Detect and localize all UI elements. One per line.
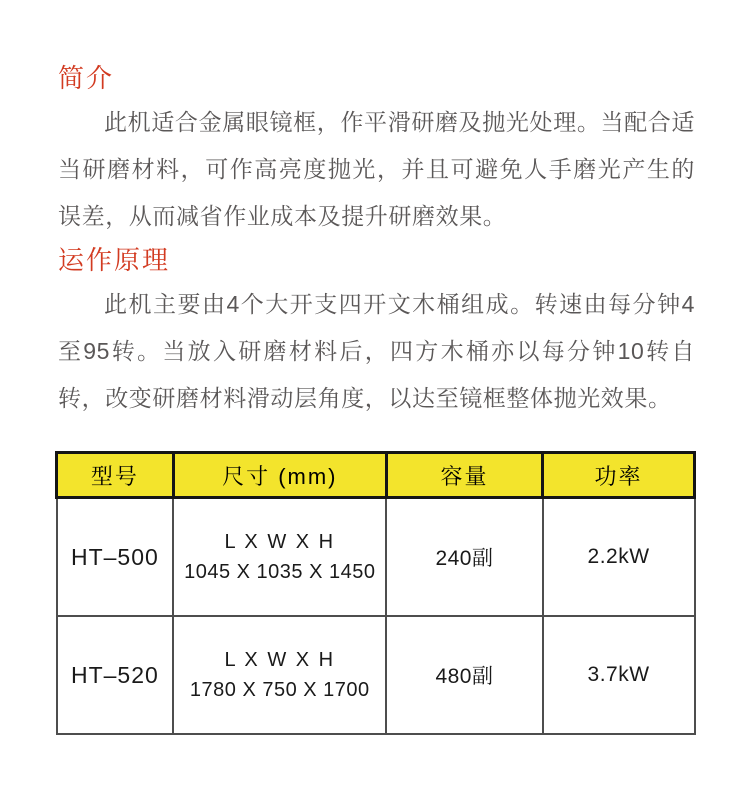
header-dimensions: 尺寸 (mm)	[173, 453, 386, 498]
principle-paragraph: 此机主要由4个大开支四开文木桶组成。转速由每分钟4至95转。当放入研磨材料后，四方木桶亦以每分钟10转自转，改变研磨材料滑动层角度，以达至镜框整体抛光效果。	[58, 291, 695, 411]
capacity-cell: 480副	[386, 616, 542, 734]
table-row	[57, 616, 695, 734]
spec-table-header-row	[57, 453, 695, 498]
dimension-label: L X W X H	[224, 531, 336, 553]
header-power: 功率	[543, 453, 695, 498]
dimensions-cell	[173, 616, 386, 734]
model-cell: HT–520	[57, 616, 174, 734]
power-cell: 3.7kW	[543, 616, 695, 734]
dimension-label: L X W X H	[224, 649, 336, 671]
capacity-cell: 240副	[386, 498, 542, 617]
intro-paragraph: 此机适合金属眼镜框，作平滑研磨及抛光处理。当配合适当研磨材料，可作高亮度抛光，并且可避免人手磨光产生的误差，从而减省作业成本及提升研磨效果。	[58, 109, 695, 229]
power-cell: 2.2kW	[543, 498, 695, 617]
table-row	[57, 498, 695, 617]
dimension-value: 1780 X 750 X 1700	[189, 679, 370, 701]
header-model: 型号	[57, 453, 174, 498]
header-capacity: 容量	[386, 453, 542, 498]
model-cell: HT–500	[57, 498, 174, 617]
dimension-value: 1045 X 1035 X 1450	[184, 561, 376, 583]
section-heading-principle: 运作原理	[58, 245, 171, 275]
spec-table	[55, 451, 696, 735]
section-heading-intro: 简介	[58, 63, 115, 93]
dimensions-cell	[173, 498, 386, 617]
